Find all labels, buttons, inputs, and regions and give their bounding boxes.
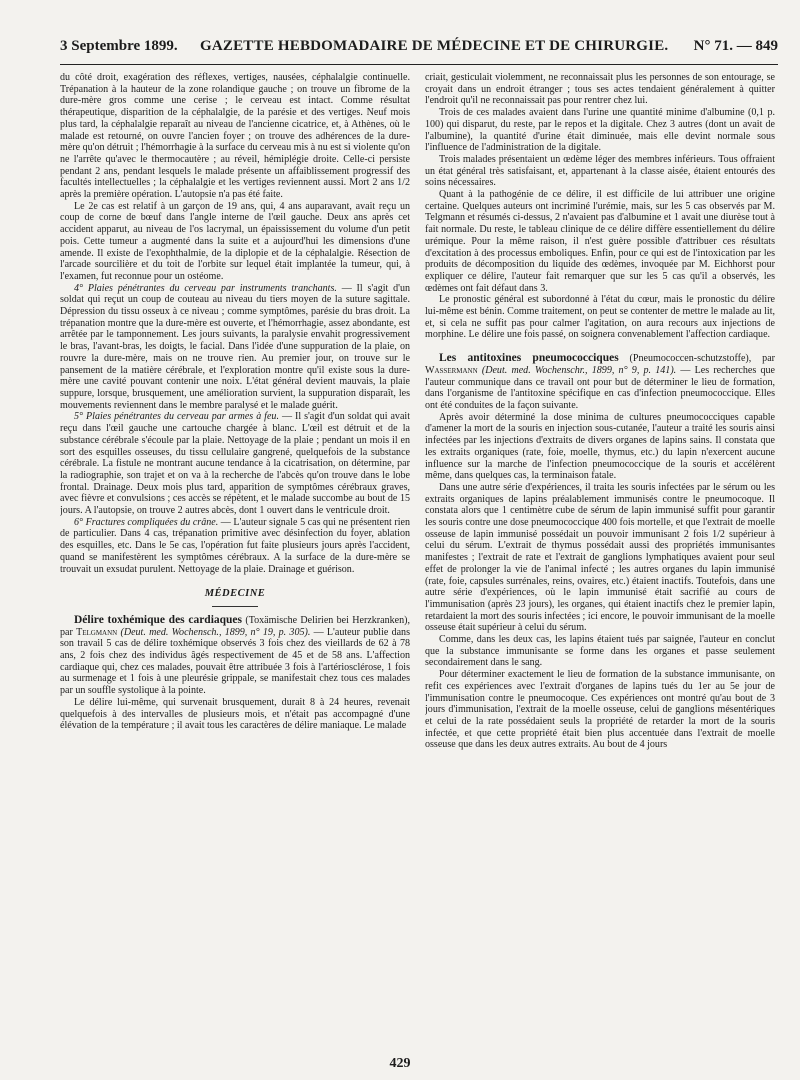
subsection-heading: 5° Plaies pénétrantes du cerveau par armes à feu. bbox=[74, 411, 279, 423]
paragraph: Dans une autre série d'expériences, il traita les souris infectées par le sérum ou les extraits organiques de lapins préalablement immunisés contre le pneumocoque. Il constata alors que 1 centimètre cube de sérum de lapin immunisé suffit pour garantir les souris contre une dose pneumococcique 400 fois mortelle, et que l'extrait de moelle osseuse de lapin immunisé possédait un pouvoir immunisant 2 fois 1/2 supérieur à celui du sérum. L'extrait de thymus possédait aussi des propriétés immunisantes manifestes ; l'extrait de rate et l'extrait de ganglions lymphatiques avaient pour seul effet de prolonger la vie de l'animal infecté ; les autres organes du lapin immunisé (rate, foie, capsules surrénales, reins, ovaires, etc.) étaient inactifs. Toutefois, dans une autre série d'expériences, où le lapin immunisé était sacrifié au cours de l'immunisation (après 23 jours), les organes, qui étaient inactifs chez le premier lapin, retardaient la mort des souris infectées ; ici encore, le pouvoir immunisant de la moelle osseuse était supérieur à celui du sérum. bbox=[425, 481, 775, 634]
paragraph: Pour déterminer exactement le lieu de formation de la substance immunisante, on refit ces expériences avec l'extrait d'organes de lapins tués du 1er au 5e jour de l'immunisation contre le pneumocoque. Ces expériences ont montré qu'au bout de 3 jours d'immunisation, l'extrait de la moelle osseuse, celui de ganglions mésentériques et celui de la rate possédaient seuls la propriété de retarder la mort de la souris infectée, et que cette propriété était bien plus accentuée dans l'extrait de moelle osseuse que dans les deux autres extraits. Au bout de 4 jours bbox=[425, 669, 775, 751]
page-number: 429 bbox=[389, 1056, 411, 1071]
article-reference: (Deut. med. Wochenschr., 1899, n° 9, p. 141). bbox=[477, 364, 677, 376]
issue-date: 3 Septembre 1899. bbox=[60, 38, 178, 54]
paragraph bbox=[60, 411, 410, 516]
header-rule bbox=[60, 64, 778, 65]
paragraph: Le pronostic général est subordonné à l'état du cœur, mais le pronostic du délire lui-même est bénin. Comme traitement, on peut se contenter de mettre le malade au lit, et, si cela ne suffit pas pour calmer l'agitation, on aura recours aux injections de morphine. Le délire une fois passé, on soignera convenablement l'affection cardiaque. bbox=[425, 294, 775, 341]
subsection-heading: 4° Plaies pénétrantes du cerveau par instruments tranchants. bbox=[74, 282, 337, 294]
paragraph-text: — Il s'agit d'un soldat qui avait reçu dans l'œil gauche une cartouche chargée à blanc. L'œil est détruit et de la substance cérébrale s'écoule par la plaie. Nettoyage de la plaie ; pendant un mois il en sort des esquilles osseuses, du tissu cellulaire gangrené, quelquefois de la substance cérébrale. La fistule ne montrant aucune tendance à la cicatrisation, on détermine, par la radiographie, son trajet et on va à la recherche de l'abcès qu'on trouve dans le lobe frontal. Drainage. Deux mois plus tard, apparition de symptômes cérébraux graves, avec fièvre et convulsions ; ces accès se répètent, et le malade succombe au bout de 15 jours. A l'autopsie, on trouve 2 autres abcès, dont 1 ouvert dans le ventricule droit. bbox=[60, 411, 410, 517]
article-intro bbox=[425, 353, 775, 412]
subsection-heading: 6° Fractures compliquées du crâne. bbox=[74, 516, 219, 528]
paragraph: Comme, dans les deux cas, les lapins étaient tués par saignée, l'auteur en conclut que la substance immunisante se forme dans les organes et passe seulement secondairement dans le sang. bbox=[425, 634, 775, 669]
article-author: Telgmann bbox=[76, 626, 118, 638]
paragraph-text: — L'auteur signale 5 cas qui ne présentent rien de particulier. Dans 4 cas, trépanation primitive avec désinfection du foyer, ablation des esquilles, etc. Dans le 5e cas, l'opération fut faite plusieurs jours après l'accident, quand se manifestèrent les symptômes cérébraux. A la surface de la dure-mère se trouvait un exsudat purulent. Nettoyage de la plaie. Drainage et guérison. bbox=[60, 516, 410, 575]
article-subtitle: (Pneumococcen-schutzstoffe), par bbox=[618, 353, 775, 365]
paragraph-text: — Les recherches que l'auteur communique dans ce travail ont pour but de déterminer le lieu de formation, dans l'organisme de l'antitoxine spécifique en cas d'infection pneumococcique. Elles ont été conduites de la façon suivante. bbox=[425, 364, 775, 411]
section-title: MÉDECINE bbox=[204, 588, 266, 600]
paragraph: du côté droit, exagération des réflexes, vertiges, nausées, céphalalgie continuelle. Trépanation à la hauteur de la zone rolandique gauche ; on trouve un fibrome de la dure-mère gros comme une cerise ; le cerveau est intact. Comme résultat thérapeutique, disparition de la céphalalgie, de la parésie et des vertiges. Neuf mois plus tard, la céphalalgie reparaît au niveau de l'ancienne cicatrice, et, à Athènes, où le malade est retourné, on ouvre l'ancien foyer ; on trouve des adhérences de la dure-mère qu'on détruit ; l'hémorrhagie à la surface du cerveau mis à nu est si violente qu'on ne l'arrête qu'avec le thermocautère ; au réveil, hémiplégie droite. Celle-ci persiste pendant 2 ans, pendant lesquels le malade présente un affaiblissement progressif des facultés intellectuelles ; la céphalalgie et les vertiges reviennent aussi. Mort 2 ans 1/2 après la première opération. L'autopsie n'a pas été faite. bbox=[60, 72, 410, 201]
paragraph: Le 2e cas est relatif à un garçon de 19 ans, qui, 4 ans auparavant, avait reçu un coup de corne de bœuf dans l'angle interne de l'œil gauche. Deux ans après cet accident apparut, au niveau de l'os lacrymal, un épaississement du volume d'un petit pois. Cette tumeur a augmenté dans la suite et a aujourd'hui les dimensions d'une amende. Il existe de l'exophthalmie, de la diplopie et de la céphalalgie. Résection de l'arcade sourcilière et du toit de l'orbite sur lequel était implantée la tumeur, qui, à l'examen, fut reconnue pour un ostéome. bbox=[60, 200, 410, 282]
section-rule bbox=[212, 606, 258, 607]
paragraph: Trois de ces malades avaient dans l'urine une quantité minime d'albumine (0,1 p. 100) qui disparut, du reste, par le repos et la digitale. Chez 3 autres (dont un avait de l'albumine), la quantité d'urine était diminuée, mais elle devint normale sous l'influence de l'administration de la digitale. bbox=[425, 107, 775, 154]
paragraph: criait, gesticulait violemment, ne reconnaissait plus les personnes de son entourage, se croyait dans un endroit étranger ; tous ses actes tendaient généralement à quitter l'endroit qu'il ne reconnaissait pas pour rentrer chez lui. bbox=[425, 72, 775, 107]
article-intro bbox=[60, 615, 410, 697]
article-reference: (Deut. med. Wochensch., 1899, n° 19, p. 305). bbox=[117, 626, 311, 638]
paragraph bbox=[60, 517, 410, 576]
paragraph bbox=[60, 283, 410, 412]
paragraph: Le délire lui-même, qui survenait brusquement, durait 8 à 24 heures, revenait quelquefois à des intervalles de plusieurs mois, et n'était pas accompagné d'une élévation de la température ; il avait tous les caractères de délire maniaque. Le malade bbox=[60, 696, 410, 732]
running-header bbox=[60, 38, 778, 62]
article-title: Les antitoxines pneumococciques bbox=[439, 352, 619, 365]
article-subtitle: (Toxämische Delirien bei Herzkranken), par bbox=[60, 614, 410, 638]
right-column bbox=[425, 72, 775, 1032]
paragraph: Quant à la pathogénie de ce délire, il est difficile de lui attribuer une origine certaine. Quelques auteurs ont incriminé l'urémie, mais, sur les 5 cas observés par M. Telgmann et résumés ci-dessus, 2 n'avaient pas d'albumine et 1 avait une diurèse tout à fait normale. Du reste, le tableau clinique de ce délire diffère essentiellement du délire urémique. Pour la même raison, il n'est guère possible d'attribuer ces résultats d'excitation à des processus emboliques. Enfin, pour ce qui est de l'intoxication par les produits de décomposition du liquide des œdèmes, invoquée par M. Eichhorst pour expliquer ce délire, l'auteur fait remarquer que sur les 5 cas qu'il a observés, les œdèmes ont fait défaut dans 3. bbox=[425, 189, 775, 294]
paragraph-text: — L'auteur publie dans son travail 5 cas de délire toxhémique observés 3 fois chez des vieillards de 62 à 78 ans, 2 fois chez des individus âgés respectivement de 45 et de 58 ans. L'affection cardiaque qui, chez ces malades, pouvait être attribuée 3 fois à l'artériosclérose, 1 fois au surmenage et 1 fois à une pleurésie grippale, se manifestait chez tous ces malades par un souffle systolique à la pointe. bbox=[60, 626, 410, 697]
paragraph-text: — Il s'agit d'un soldat qui reçut un coup de couteau au niveau du tiers moyen de la suture sagittale. Dépression du tissu osseux à ce niveau ; comme symptômes, parésie du bras droit. La trépanation montre que la dure-mère est ouverte, et l'hémorrhagie, assez abondante, est arrêtée par le tamponnement. Les jours suivants, la paralysie envahit progressivement le bras, l'avant-bras, les doigts, le facial. Dans l'idée d'une suppuration de la plaie, on rouvre la dure-mère, mais on ne trouve rien. Au premier jour, on trouve sur le pansement de la matière cérébrale, et l'exploration montre qu'il existe sous la dure-mère une cavité pouvant contenir une noix. L'état général devient mauvais, la plaie suppure, lorsque, brusquement, une amélioration survient, la suppuration disparaît, les mouvements reviennent dans le membre paralysé et le malade guérit. bbox=[60, 282, 410, 411]
issue-number: N° 71. — 849 bbox=[693, 38, 778, 54]
article-title: Délire toxhémique des cardiaques bbox=[74, 613, 243, 626]
paragraph: Après avoir déterminé la dose minima de cultures pneumococciques capable d'amener la mort de la souris en injection sous-cutanée, l'auteur a traité les souris ainsi infectées par les injections d'extraits de divers organes de lapins sains. Il constata que les extraits organiques (rate, foie, moelle, thymus, etc.) du lapin n'exercent aucune influence sur la marche de l'infection pneumococcique de la souris et accélèrent même, dans quelques cas, la terminaison fatale. bbox=[425, 411, 775, 482]
article-author: Wassermann bbox=[425, 364, 478, 376]
paragraph: Trois malades présentaient un œdème léger des membres inférieurs. Tous offraient un état général très satisfaisant, et, appartenant à la classe aisée, étaient entourés des soins nécessaires. bbox=[425, 153, 775, 189]
journal-title: GAZETTE HEBDOMADAIRE DE MÉDECINE ET DE CHIRURGIE. bbox=[200, 38, 669, 54]
left-column bbox=[60, 72, 410, 1032]
